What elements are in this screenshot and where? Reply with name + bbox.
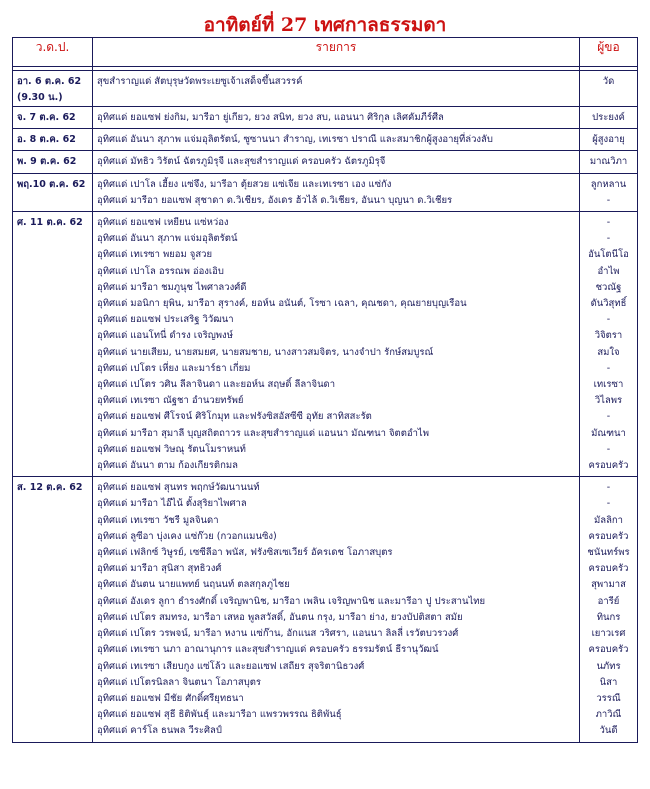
intention-line: อุทิศแด่ ยอแซฟ เหยียน แซ่หว่อง (97, 217, 229, 229)
intention-line: อุทิศแด่ ยอแซฟ ประเสริฐ วิวัฒนา (97, 314, 234, 326)
requester-name: ครอบครัว (588, 530, 629, 542)
table-row (13, 212, 638, 477)
intention-line: อุทิศแด่ เทเรซา เสียบกูง แซ่โล้ว และยอแซฟ เสถียร สุจริตานิธวงศ์ (97, 660, 365, 672)
requester-name: - (606, 194, 611, 206)
intention-line: สุขสำราญแด่ สัตบุรุษวัดพระเยซูเจ้าเสด็จขึ้นสวรรค์ (97, 76, 303, 87)
requester-name: สุพามาส (591, 579, 626, 591)
intention-line: อุทิศแด่ นายเสียม, นายสมยศ, นายสมชาย, นางสาวสมจิตร, นางจำปา รักษ์สมบูรณ์ (97, 346, 434, 358)
row-date: พ. 9 ต.ค. 62 (17, 156, 77, 168)
intention-line: อุทิศแด่ มารีอา สุมาลี บุญสถิตถาวร และสุขสำราญแด่ แอนนา มัณฑนา จิตตอำไพ (97, 427, 429, 439)
requester-name: - (606, 217, 611, 229)
intention-line: อุทิศแด่ เปาโล อรรณพ อ่องเอิบ (97, 265, 224, 277)
row-date-cell (13, 212, 93, 477)
intention-line: อุทิศแด่ อันนา สุภาพ แจ่มอุลิตรัตน์ (97, 233, 238, 245)
requester-name: ครอบครัว (588, 563, 629, 575)
requester-name: - (606, 411, 611, 423)
requester-name: - (606, 314, 611, 326)
intention-line: อุทิศแด่ เทเรซา พยอม จูสวย (97, 249, 213, 261)
header-requester: ผู้ขอ (580, 38, 638, 67)
row-date-cell (13, 477, 93, 742)
requester-name: เยาวเรศ (591, 628, 626, 640)
intention-line: อุทิศแด่ เฟลิกซ์ วิษูรย์, เซซีลีอา พนัส, ฟรังซิสเซเวียร์ อัครเดช โอภาสบุตร (97, 547, 393, 559)
requester-name: มาณวิภา (589, 156, 628, 168)
table-row (13, 71, 638, 107)
intention-line: อุทิศแด่ อันนา ตาม ก้องเกียรติกมล (97, 460, 238, 472)
requester-name: สมใจ (597, 346, 620, 358)
requester-name: เทเรซา (593, 379, 624, 391)
requester-name: ผู้สูงอายุ (592, 134, 625, 146)
page-title: อาทิตย์ที่ 27 เทศกาลธรรมดา (203, 14, 447, 36)
requester-name: - (606, 482, 611, 494)
intention-line: อุทิศแด่ ยอแซฟ ศีโรจน์ ศิริโกมุท และฟรังซิสอัสซีซี อุทัย สาทิสสะรัต (97, 411, 372, 423)
row-requester-cell (580, 107, 638, 129)
intention-line: อุทิศแด่ ยอแซฟ ย่งกิม, มารีอา ยู่เกียว, ยวง สนิท, ยวง สบ, แอนนา ศิริกุล เลิศคัมภีร์ศีล (97, 112, 444, 123)
intention-line: อุทิศแด่ อังเดร ลูกา ธำรงศักดิ์ เจริญพานิช, มารีอา เพลิน เจริญพานิช และมารีอา ปู ประสานไทย (97, 595, 486, 607)
row-requester-cell (580, 129, 638, 151)
intention-line: อุทิศแด่ แอนโทนี่ ดำรง เจริญพงษ์ (97, 330, 233, 342)
row-items-cell (93, 477, 580, 742)
requester-name: นิสา (599, 676, 618, 688)
requester-name: ครอบครัว (588, 644, 629, 656)
intention-line: อุทิศแด่ ยอแซฟ มีชัย ศักดิ์ศรียุทธนา (97, 692, 244, 704)
row-items-cell (93, 129, 580, 151)
requester-name: - (606, 443, 611, 455)
intention-line: อุทิศแด่ เปโตรนิลลา จินตนา โอภาสบุตร (97, 676, 262, 688)
row-date: จ. 7 ต.ค. 62 (17, 112, 76, 123)
requester-name: นภัทร (596, 660, 621, 672)
row-date-cell (13, 107, 93, 129)
intention-line: อุทิศแด่ มารีอา ไอ๊ไน้ ตั้งสุริยาไพศาล (97, 498, 247, 510)
intention-line: อุทิศแด่ มอนิกา ยุพิน, มารีอา สุรางค์, ยอห์น อนันต์, โรซา เฉลา, คุณชดา, คุณยายบุญเรือน (97, 298, 467, 310)
requester-name: - (606, 233, 611, 245)
header-items: รายการ (93, 38, 580, 67)
requester-name: วิจิตรา (594, 330, 623, 342)
requester-name: ลูกหลาน (590, 178, 627, 190)
row-date: ศ. 11 ต.ค. 62 (17, 217, 83, 229)
row-date: อ. 8 ต.ค. 62 (17, 134, 76, 146)
requester-name: ชนันทร์พร (587, 547, 630, 559)
intention-line: อุทิศแด่ มารีอา ยอแซฟ สุชาดา ด.วิเชียร, อังเดร ฮ้วไล้ ด.วิเชียร, อันนา บุญนา ด.วิเชียร (97, 194, 453, 206)
row-requester-cell (580, 477, 638, 742)
row-requester-cell (580, 173, 638, 211)
row-requester-cell (580, 151, 638, 173)
intention-line: อุทิศแด่ มารีอา ชมภูนุช ไพศาลวงศ์ดี (97, 281, 247, 293)
intention-line: อุทิศแด่ เปาโล เฮี้ยง แซ่จึง, มารีอา ตุ้ยสวย แซ่เจีย และเทเรซา เอง แซ่กัง (97, 178, 392, 190)
requester-name: อำไพ (597, 265, 620, 277)
row-date-cell (13, 129, 93, 151)
row-items-cell (93, 151, 580, 173)
row-date-cell (13, 151, 93, 173)
requester-name: ชวณัฐ (595, 281, 622, 293)
requester-name: ดันวิสุทธิ์ (590, 298, 627, 310)
intention-line: อุทิศแด่ ยอแซฟ สุธี ธิติพันธุ์ และมารีอา แพรวพรรณ ธิติพันธุ์ (97, 709, 342, 721)
intention-line: อุทิศแด่ เปโตร เหี่ยง และมาร์ธา เกี่ยม (97, 362, 251, 374)
table-row (13, 173, 638, 211)
intention-line: อุทิศแด่ อันตน นายแพทย์ นฤนนท์ ตลสกุลภูไชย (97, 579, 290, 591)
header-date: ว.ด.ป. (13, 38, 93, 67)
row-requester-cell (580, 212, 638, 477)
table-row (13, 107, 638, 129)
requester-name: มัณฑนา (591, 427, 626, 439)
intention-line: อุทิศแด่ มัทธิว วิรัตน์ ฉัตรภูมิรุจี และสุขสำราญแด่ ครอบครัว ฉัตรภูมิรุจี (97, 156, 386, 168)
table-header-row (13, 38, 638, 67)
row-date: (9.30 น.) (17, 92, 63, 103)
row-requester-cell (580, 71, 638, 107)
intention-line: อุทิศแด่ เทเรซา นภา อาณานุการ และสุขสำราญแด่ ครอบครัว ธรรมรัตน์ ธีรานุวัฒน์ (97, 644, 439, 656)
requester-name: อันโตนีโอ (588, 249, 629, 261)
requester-name: - (606, 498, 611, 510)
row-items-cell (93, 107, 580, 129)
requester-name: อารีย์ (597, 595, 620, 607)
row-items-cell (93, 173, 580, 211)
table-row (13, 477, 638, 742)
intention-line: อุทิศแด่ มารีอา สุนิสา สุทธิวงศ์ (97, 563, 222, 575)
row-date: พฤ.10 ต.ค. 62 (17, 178, 86, 190)
table-row (13, 151, 638, 173)
requester-name: ประยงค์ (592, 112, 625, 123)
row-date-cell (13, 173, 93, 211)
row-date: อา. 6 ต.ค. 62 (17, 76, 82, 87)
requester-name: มัลลิกา (594, 514, 623, 526)
row-items-cell (93, 212, 580, 477)
row-date: ส. 12 ต.ค. 62 (17, 482, 83, 494)
intention-line: อุทิศแด่ เปโตร วรพจน์, มารีอา หงาน แซ่ก๊าน, อักแนส วริศรา, แอนนา ลิลลี่ เรวัตบวรวงศ์ (97, 628, 459, 640)
intention-line: อุทิศแด่ ยอแซฟ วิษณุ รัตนโมราหนท์ (97, 443, 246, 455)
requester-name: ทินกร (596, 611, 621, 623)
row-items-cell (93, 71, 580, 107)
intention-line: อุทิศแด่ เทเรซา ณัฐชา อำนวยทรัพย์ (97, 395, 244, 407)
requester-name: ครอบครัว (588, 460, 629, 472)
intention-line: อุทิศแด่ เปโตร วศิน ลีลาจินดา และยอห์น สฤษดิ์ ลีลาจินดา (97, 379, 336, 391)
intention-line: อุทิศแด่ เปโตร สมทรง, มารีอา เสหอ พูลสวัสดิ์, อันตน กรุง, มารีอา ย่าง, ยวงบัปติสตา สมัย (97, 611, 463, 623)
requester-name: วัด (602, 76, 615, 87)
requester-name: วันดี (599, 725, 618, 737)
intention-line: อุทิศแด่ อันนา สุภาพ แจ่มอุลิตรัตน์, ซูซานนา สำราญ, เทเรซา ปราณี และสมาชิกผู้สูงอายุที่ล่วงลับ (97, 134, 493, 146)
requester-name: ภาวิณี (595, 709, 622, 721)
intention-line: อุทิศแด่ เทเรซา วัชรี มูลจินดา (97, 514, 219, 526)
requester-name: วิไลพร (594, 395, 623, 407)
table-row (13, 129, 638, 151)
intention-line: อุทิศแด่ ลูซีอา บุ่งเคง แซ่ก๊วย (กวอกแมนซิง) (97, 530, 277, 542)
intention-line: อุทิศแด่ คาร์โล ธนพล วีระศิลป์ (97, 725, 222, 737)
intention-line: อุทิศแด่ ยอแซฟ สุนทร พฤกษ์วัฒนานนท์ (97, 482, 260, 494)
row-date-cell (13, 71, 93, 107)
requester-name: วรรณี (596, 692, 621, 704)
requester-name: - (606, 362, 611, 374)
mass-intention-table (12, 37, 638, 743)
